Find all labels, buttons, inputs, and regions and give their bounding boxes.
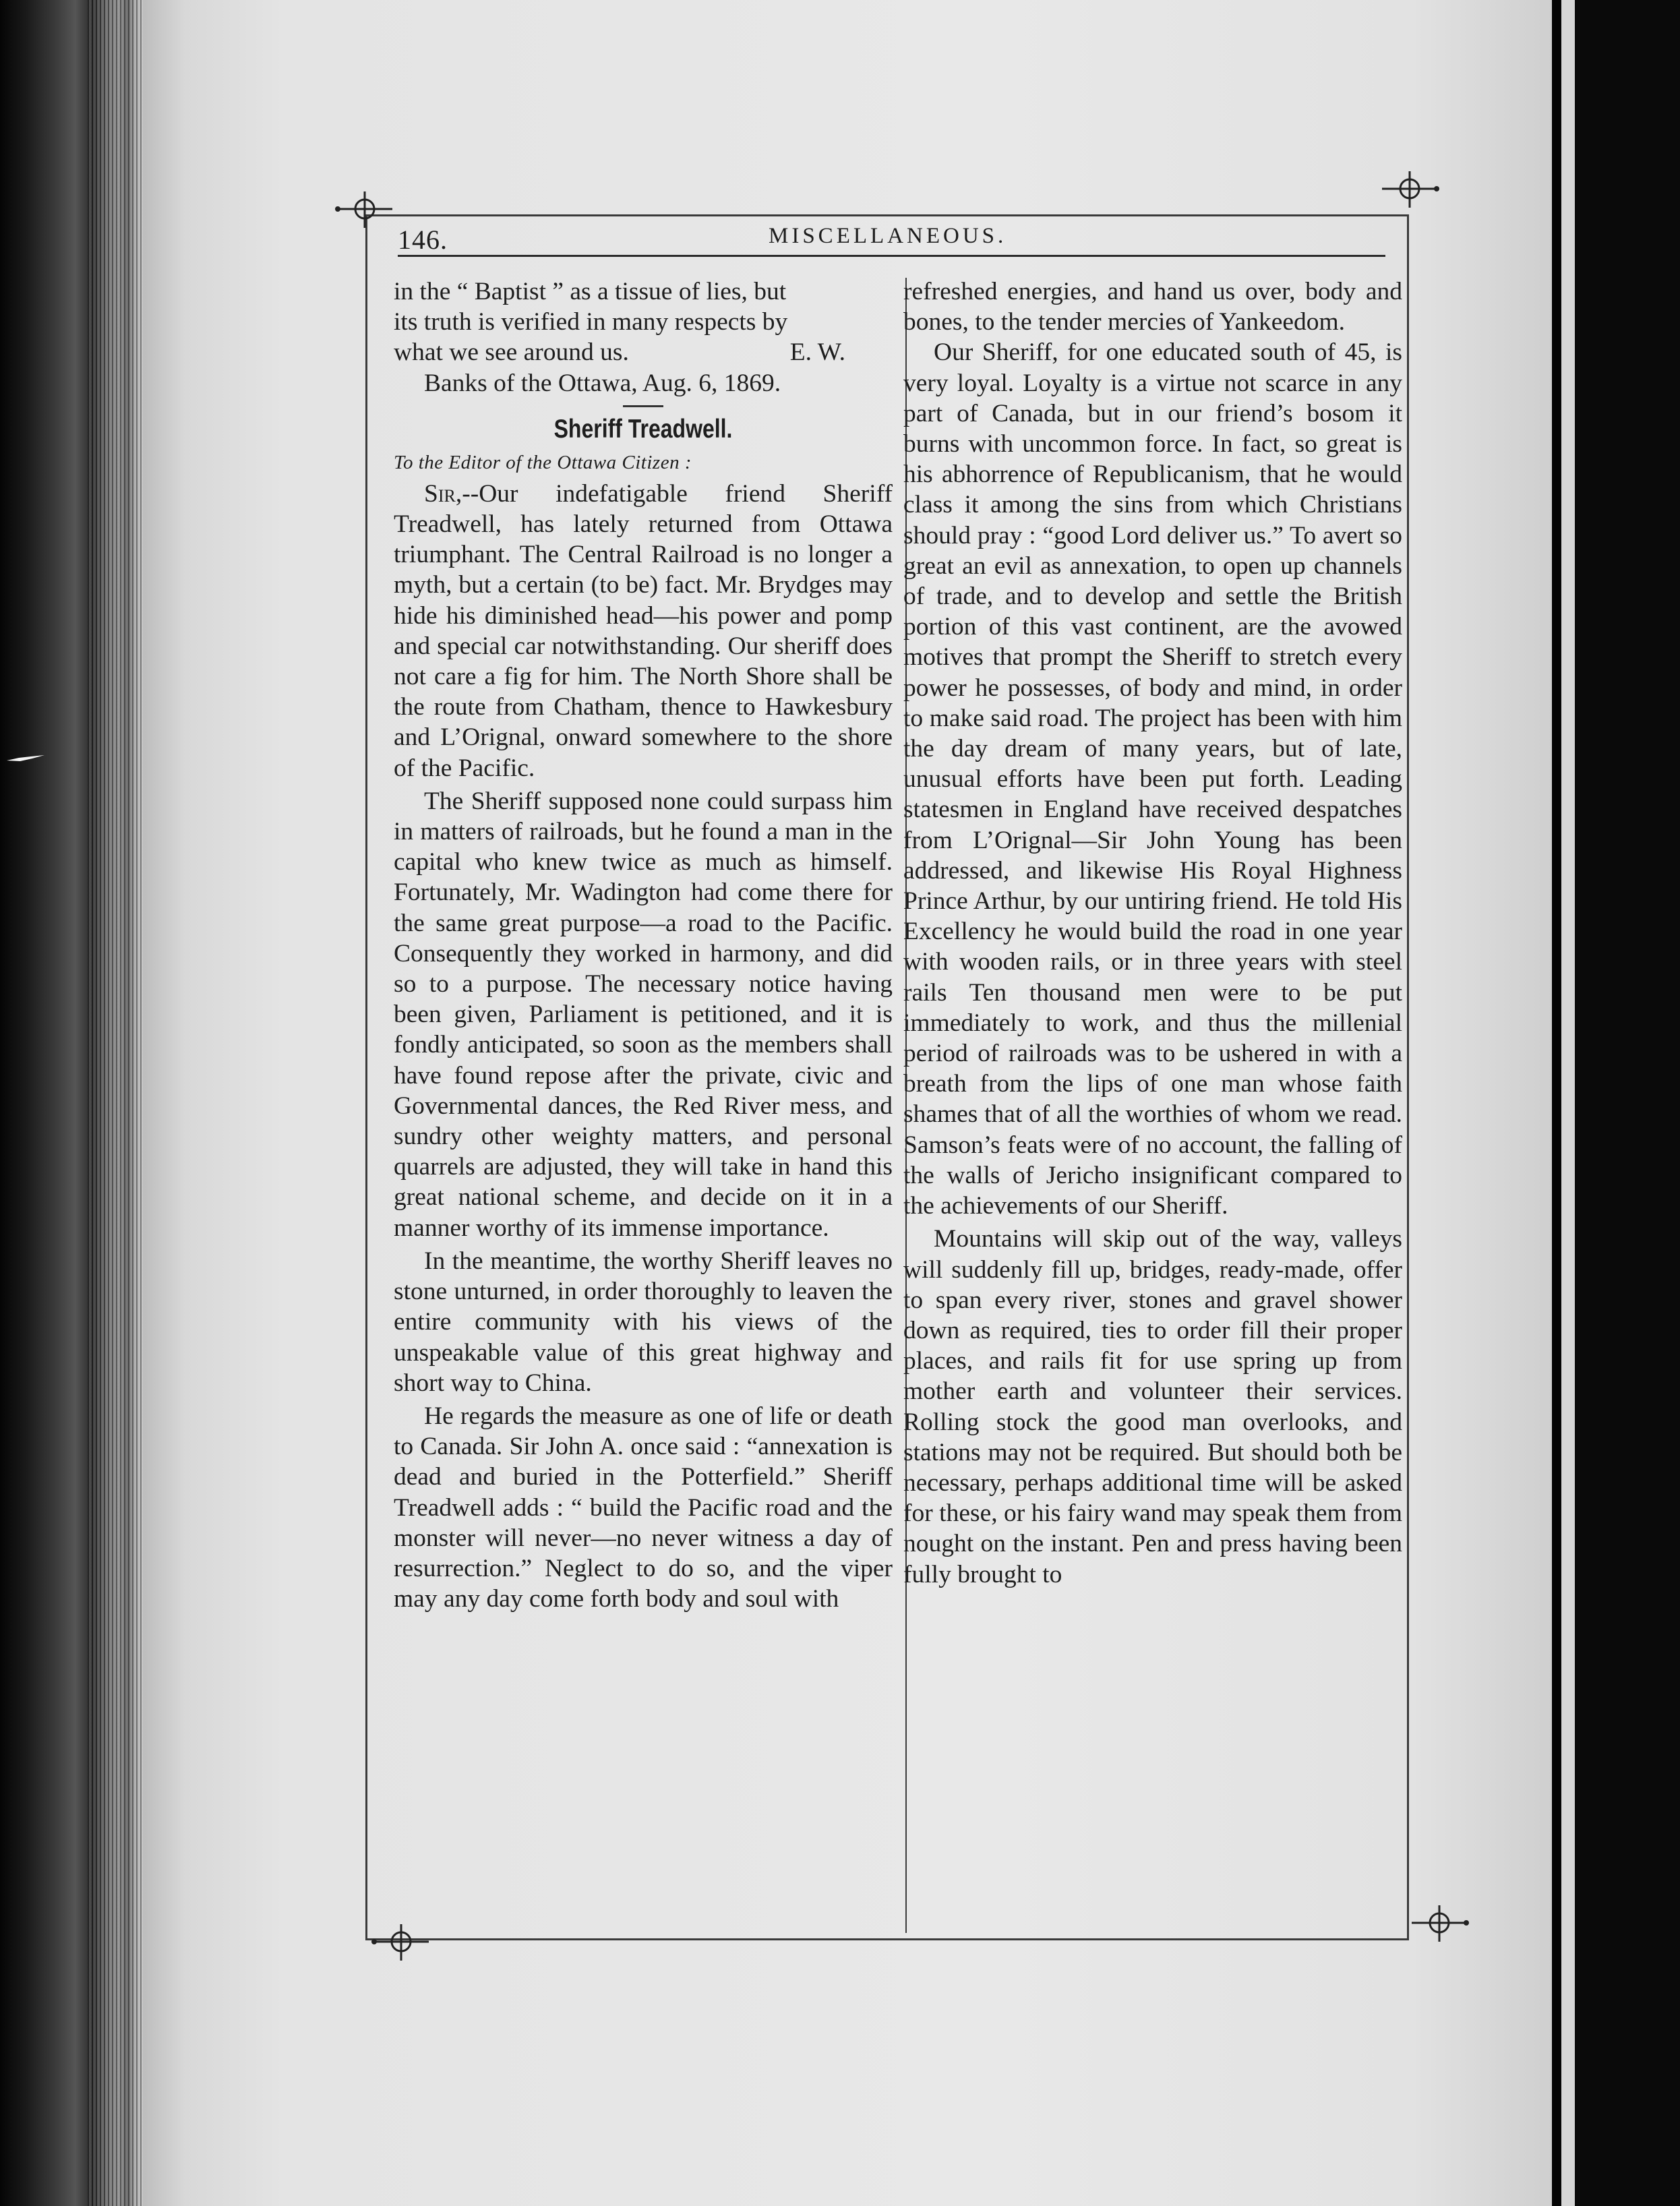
signature-line (394, 337, 893, 367)
signature-line-text: what we see around us. (394, 338, 629, 367)
page-number: 146. (398, 225, 448, 255)
salutation: Sir, (424, 479, 462, 508)
dateline: Banks of the Ottawa, Aug. 6, 1869. (424, 369, 781, 397)
article-title: Sheriff Treadwell. (553, 414, 733, 444)
right-page-strip (1561, 0, 1575, 2206)
corner-ornament-icon (1379, 169, 1440, 209)
addressee-line: To the Editor of the Ottawa Citizen : (394, 451, 692, 473)
left-column (394, 276, 893, 1614)
page-header (398, 222, 1385, 256)
article-paragraph: Our Sheriff, for one educated south of 45, is very loyal. Loyalty is a virtue not scarce in any part of Canada, but in our friend’s bosom it burns with uncommon force. In fact, so great is his abhorrence of Republicanism, that he would class it among the sins from which Christians should pray : “good Lord deliver us.” To avert so great an evil as annexation, to open up channels of trade, and to develop and settle the British portion of this vast continent, are the avowed motives that prompt the Sheriff to stretch every power he possesses, of body and mind, in order to make said road. The project has been with him the day dream of many years, but of late, unusual efforts have been put forth. Leading statesmen in England have received despatches from L’Orignal—Sir John Young has been addressed, and likewise His Royal Highness Prince Arthur, by our untiring friend. He told His Excellency he would build the road in one year with wooden rails, or in three years with steel rails Ten thousand men were to be put immediately to work, and thus the millenial period of railroads was to be ushered in with a breath from the lips of one man whose faith shames that of all the worthies of whom we read. Samson’s feats were of no account, the falling of the walls of Jericho insignificant compared to the achievements of our Sheriff. (903, 338, 1402, 1220)
right-page-edge (1552, 0, 1561, 2206)
intro-line: in the “ Baptist ” as a tissue of lies, but (394, 278, 787, 305)
article-paragraph: The Sheriff supposed none could surpass him in matters of railroads, but he found a man in the capital who knew twice as much as himself. Fortunately, Mr. Wadington had come there for the same great purpose—a road to the Pacific. Consequently they worked in harmony, and did so to a purpose. The necessary notice having been given, Parliament is petitioned, and it is fondly anticipated, so soon as the members shall have found repose after the private, civic and Governmental dances, the Red River mess, and sundry other weighty matters, and personal quarrels are adjusted, they will take in hand this great national scheme, and decide on it in a manner worthy of its immense importance. (394, 787, 893, 1242)
corner-ornament-icon (371, 1921, 431, 1962)
page-edges (88, 0, 145, 2206)
article-paragraph (394, 479, 893, 783)
header-rule (398, 255, 1385, 257)
corner-ornament-icon (1409, 1903, 1470, 1943)
article-paragraph: Mountains will skip out of the way, valleys will suddenly fill up, bridges, ready-made, offer to span every river, stones and gravel shower down as required, ties to order fill their proper places, and rails fit for use spring up from mother earth and volunteer their services. Rolling stock the good man overlooks, and stations may not be required. But should both be necessary, perhaps additional time will be asked for these, or his fairy wand may speak them from nought on the instant. Pen and press having been fully brought to (903, 1225, 1402, 1588)
article-paragraph: He regards the measure as one of life or death to Canada. Sir John A. once said : “annexation is dead and buried in the Potterfield.” Sheriff Treadwell adds : “ build the Pacific road and the monster will never—no never witness a day of resurrection.” Neglect to do so, and the viper may any day come forth body and soul with (394, 1402, 893, 1613)
right-background (1575, 0, 1680, 2206)
right-column (903, 276, 1402, 1590)
intro-line: its truth is verified in many respects by (394, 308, 788, 336)
article-paragraph: refreshed energies, and hand us over, body and bones, to the tender mercies of Yankeedom. (903, 278, 1402, 336)
section-divider (623, 405, 663, 407)
running-head: MISCELLANEOUS. (769, 224, 1007, 248)
corner-ornament-icon (334, 189, 395, 229)
dust-speck (5, 754, 46, 763)
signature: E. W. (789, 338, 845, 367)
paragraph-text: --Our indefatigable friend Sheriff Treadwell, has lately returned from Ottawa triumphant. The Central Railroad is no longer a myth, but a certain (to be) fact. Mr. Brydges may hide his diminished head—his power and pomp and special car notwithstanding. Our sheriff does not care a fig for him. The North Shore shall be the route from Chatham, thence to Hawkesbury and L’Orignal, onward somewhere to the shore of the Pacific. (394, 479, 893, 782)
article-paragraph: In the meantime, the worthy Sheriff leaves no stone unturned, in order thoroughly to leaven the entire community with his views of the unspeakable value of this great highway and short way to China. (394, 1247, 893, 1397)
